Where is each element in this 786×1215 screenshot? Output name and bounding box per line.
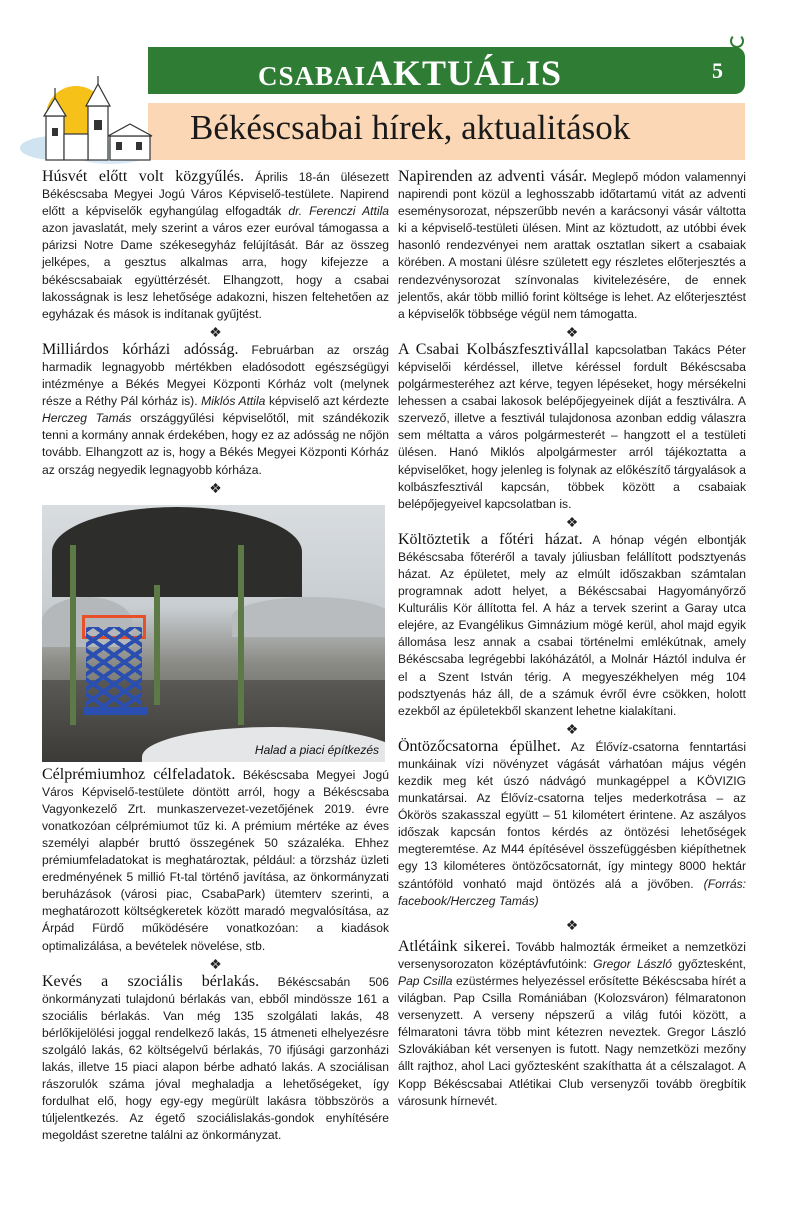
swirl-ornament-icon	[730, 34, 744, 48]
article-target-bonus	[42, 766, 389, 955]
article-text: Április 18-án ülésezett Békéscsaba Megyei Jogú Város Képviselő-testülete. Napirend előtt a képviselők egyhangúlag elfogadták	[42, 170, 389, 219]
photo-lift	[84, 707, 148, 715]
article-title: A Csabai Kolbászfesztivállal	[398, 340, 590, 358]
separator-ornament: ❖	[209, 955, 222, 972]
person-name: Herczeg Tamás	[42, 411, 132, 426]
article-title: Öntözőcsatorna épülhet.	[398, 737, 561, 755]
photo-roof	[52, 507, 302, 597]
photo-lift	[86, 627, 142, 711]
separator-ornament: ❖	[209, 323, 222, 340]
left-column	[42, 168, 389, 1145]
article-easter-assembly	[42, 168, 389, 323]
person-name: Miklós Attila	[201, 394, 266, 409]
separator-ornament: ❖	[209, 479, 222, 496]
article-sausage-festival	[398, 341, 746, 513]
article-text: képviselő azt kérdezte	[265, 394, 389, 409]
article-text: Februárban az ország harmadik legnagyobb mértékben eladósodott egészségügyi intézménye a Békés Megyei Központi Kórház volt (melynek része a Réthy Pál kórház is).	[42, 342, 390, 409]
article-title: Atlétáink sikerei.	[398, 937, 511, 955]
article-text: ezüstérmes helyezéssel erősítette Békéscsaba hírét a világban. Pap Csilla Romániában (Kolozsváron) félmaratonon versenyzett. A verseny népszerű a világ futói között, a félmaratoni távra több mint kétezren neveztek. Gregor László Szlovákiában két versenyen is futott. Nagy nemzetközi mezőny állt rajthoz, ahol Laci győztesként szakíthatta át a célszalagot. A Kopp Békéscsabai Atlétikai Club versenyzői tovább öregbítik városunk hírnevét.	[398, 973, 746, 1108]
article-text: győztesként,	[671, 956, 746, 971]
photo-pillar	[154, 585, 160, 705]
article-social-housing	[42, 973, 389, 1145]
article-text: Az Élővíz-csatorna fenntartási munkáinak vízi növényzet vágását várhatóan május végén kezdik meg két úszó nádvágó munkagéppel a KÖVIZIG munkatársai. Az Élővíz-csatorna teljes mederkotrása – az Ókörös szakasszal együtt – 51 kilométert érintene. Az aszályos időszak kapcsán fontos kérdés az öntözési lehetőségek megteremtése. Az M44 építésével összefüggésben kiépíthetnek egy 13 kilométeres öntözőcsatornát, így mintegy 8000 hektár szántóföld vonható majd öntözés alá a jövőben.	[398, 739, 747, 891]
article-text: országgyűlési képviselőtől, mit szándékozik tenni a kormány annak érdekében, hogy ez az adósság ne nőjön tovább. Elhangzott az is, hogy a Békés Megyei Központi Kórház az ország negyedik legnagyobb kórháza.	[42, 411, 390, 477]
separator-ornament: ❖	[565, 323, 579, 340]
photo-roof	[232, 597, 385, 637]
article-hospital-debt	[42, 341, 389, 479]
person-name: Gregor László	[593, 956, 672, 971]
photo-pillar	[238, 545, 244, 725]
article-text: kapcsolatban Takács Péter képviselői kérdéssel, illetve kéréssel fordult Békéscsaba polgármesteréhez azt kérve, tegyen lépéseket, hogy mérsékelni lehessen a csabai lakosok belépőjegyeinek díját a fesztiválra. A szervező, illetve a fesztivál tulajdonosa azonban eddig válaszra sem méltatta a város polgármesterét – hangzott el a testületi ülésen. Hanó Miklós alpolgármester arról tájékoztatta a képviselőket, hogy jelenleg is folynak az előkészítő tárgyalások a kolbászfesztivál kapcsán, többek között a csabaiak belépőjegyeivel kapcsolatban is.	[398, 342, 746, 511]
person-name: Pap Csilla	[398, 973, 453, 988]
photo-caption: Halad a piaci építkezés	[254, 742, 379, 757]
article-title: Költöztetik a főtéri házat.	[398, 530, 583, 548]
page-number: 5	[712, 58, 723, 83]
section-title: Békéscsabai hírek, aktualitások	[190, 108, 631, 147]
article-text: azon javaslatát, mely szerint a város ezer euróval támogassa a párizsi Notre Dame székesegyház felújítását. Bár az összeg jelképes, a gesztus alkalmas arra, hogy kifejezze a békéscsabaiak együttérzését. Elhangzott, hogy a csabai lakosságnak is lesz lehetősége adakozni, hiszen feltehetően az egyházak és mások is indítanak gyűjtést.	[42, 221, 389, 321]
article-source: (Forrás: facebook/Herczeg Tamás)	[398, 876, 746, 908]
separator-ornament: ❖	[565, 513, 579, 530]
photo-pillar	[70, 545, 76, 725]
article-house-relocation	[398, 531, 746, 720]
article-title: Kevés a szociális bérlakás.	[42, 972, 260, 990]
article-text: Békéscsabán 506 önkormányzati tulajdonú bérlakás van, ebből mindössze 161 a szociális bérlakás. Van még 135 szolgálati lakás, 48 bérlőkijelölési joggal rendelkező lakás, 15 átmeneti elhelyezésre szolgáló lakás, 62 költségelvű bérlakás, 70 ifjúsági garzonházi lakás, illetve 15 piaci alapon bérbe adható lakás. A szociálisan rászorulók száma jóval meghaladja a lehetőségeket, így fordulhat elő, hogy egy-egy megürült lakásra többszörös a túljelentkezés. Az égető szociálislakás-gondok enyhítésére megoldást szeretne találni az önkormányzat.	[42, 974, 390, 1143]
article-title: Napirenden az adventi vásár.	[398, 168, 588, 185]
right-column	[398, 168, 746, 1110]
separator-ornament: ❖	[565, 916, 579, 933]
article-irrigation-canal	[398, 738, 746, 910]
article-text: Békéscsaba Megyei Jogú Város Képviselő-testülete döntött arról, hogy a Békéscsaba Vagyonkezelő Zrt. munkaszervezet-vezetőjének 2019. évre vonatkozóan célprémiumot tűz ki. A prémium mértéke az éves személyi alapbér bruttó összegének 50 százaléka. Ehhez prémiumfeladatokat is meghatároztak, például: a törzsház üzleti eredményének 5 millió Ft-tal történő javítása, az önkormányzati beruházások (városi piac, CsabaPark) ütemterv szerinti, a meghatározott költségkeretek között maradó megvalósítása, az Árpád Fürdő működésére vonatkozóan: a kiadások optimalizálása, a bevételek növelése, stb.	[42, 767, 389, 953]
article-advent-fair	[398, 168, 746, 323]
market-construction-photo	[42, 505, 385, 762]
article-text: A hónap végén elbontják Békéscsaba főteréről a tavaly júliusban felállított podsztyenás házat. Az épületet, mely az elmúlt időszakban számtalan programnak adott helyet, a Békéscsabai Hagyományőrző Kulturális Kör állította fel. A ház a tervek szerint a Garay utca elejére, az Evangélikus Gimnázium mögé kerül, ahol majd egyik állomása lesz annak a csabai történelmi emlékútnak, amely Békéscsaba legrégebbi lakóházától, a Molnár Háztól indulva ér el a Szent István térig. A megyeszékhelyen még 104 podsztyenás ház áll, de a számuk évről évre csökken, holott ezekből az épületekből skanzent lehetne kialakítani.	[398, 532, 746, 718]
article-title: Húsvét előtt volt közgyűlés.	[42, 168, 245, 185]
article-title: Milliárdos kórházi adósság.	[42, 340, 239, 358]
person-name: dr. Ferenczi Attila	[288, 204, 389, 219]
publication-title	[258, 55, 562, 91]
brand-part1: CSABAI	[258, 61, 367, 91]
article-title: Célprémiumhoz célfeladatok.	[42, 765, 236, 783]
article-text: Tovább halmozták érmeiket a nemzetközi versenysorozaton középtávfutóink:	[398, 939, 746, 971]
town-logo-icon	[16, 76, 156, 168]
article-text: Meglepő módon valamennyi napirendi pont közül a leghosszabb időtartamú vitát az adventi eseménysorozat, népszerűbb nevén a karácsonyi vásár váltotta ki a képviselő-testületi ülésen. Mint az köztudott, az utóbbi évek hasonló rendezvényei nem arattak osztatlan sikert a csabaiak körében. A mostani ülésre született egy részletes előterjesztés a rendezvénysorozat színvonalas kivitelezésére, de ennek jelentős, akár több millió forint költsége is lehet. Az előterjesztést a képviselők többsége végül nem támogatta.	[398, 170, 746, 321]
separator-ornament: ❖	[565, 720, 579, 737]
brand-part2: AKTUÁLIS	[366, 53, 563, 93]
article-athletes	[398, 938, 746, 1110]
